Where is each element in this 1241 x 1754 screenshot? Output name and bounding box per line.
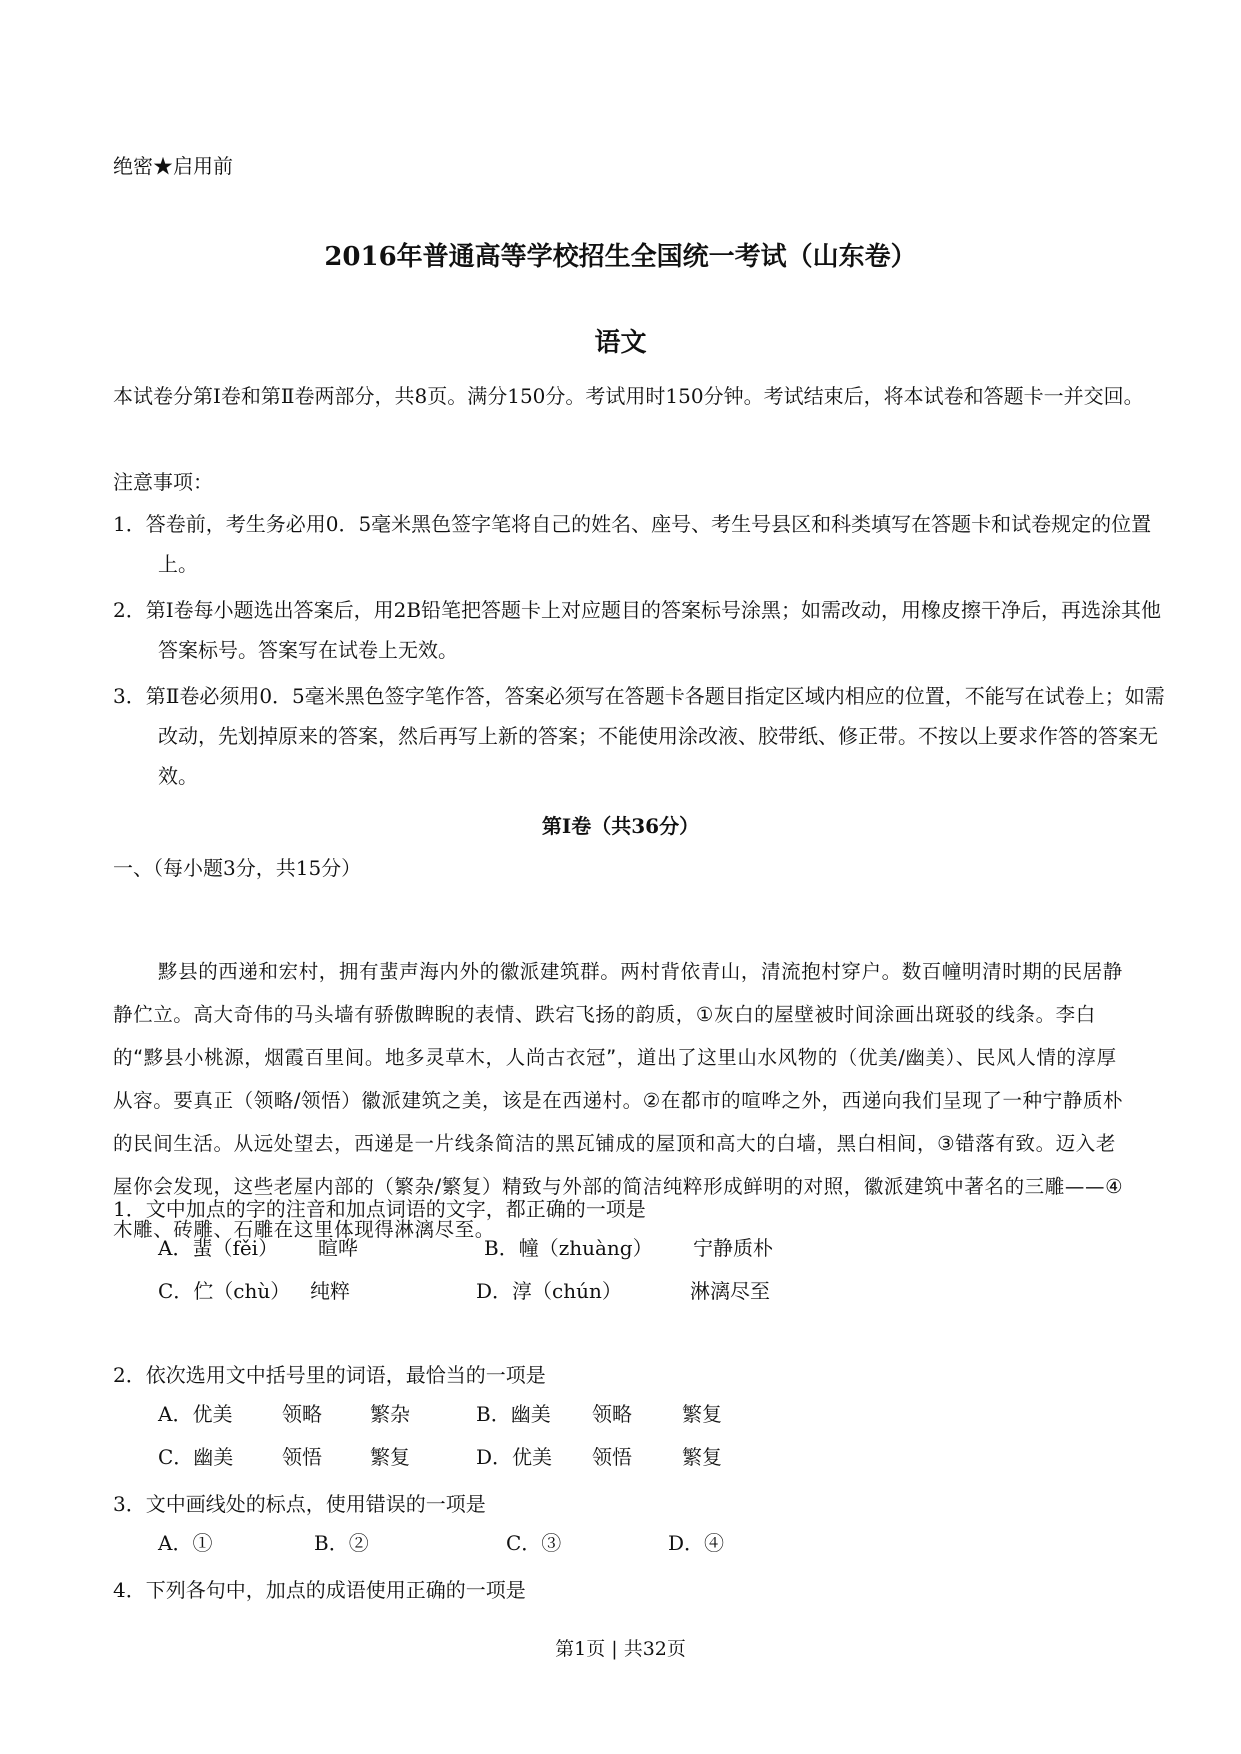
notice-item-1: 1．答卷前，考生务必用0．5毫米黑色签字笔将自己的姓名、座号、考生号县区和科类填写在答题卡和试卷规定的位置上。: [113, 512, 1152, 576]
q1-option-a-text: A．蜚（fěi）: [158, 1236, 279, 1260]
q2-option-b-3: 繁复: [682, 1402, 722, 1426]
q3-option-a: A．①: [158, 1531, 213, 1555]
q2-option-a-1: A．优美: [158, 1402, 233, 1426]
q3-option-d: D．④: [668, 1531, 725, 1555]
q1-option-d-word: 淋漓尽至: [690, 1279, 770, 1303]
question-4-stem: 4．下列各句中，加点的成语使用正确的一项是: [113, 1578, 526, 1602]
intro-paragraph: 本试卷分第Ⅰ卷和第Ⅱ卷两部分，共8页。满分150分。考试用时150分钟。考试结束后，将本试卷和答题卡一并交回。: [113, 384, 1144, 408]
exam-title: 2016年普通高等学校招生全国统一考试（山东卷）: [324, 242, 917, 272]
q2-option-d-2: 领悟: [592, 1445, 632, 1469]
question-3-stem: 3．文中画线处的标点，使用错误的一项是: [113, 1492, 486, 1516]
notice-item-2: 2．第Ⅰ卷每小题选出答案后，用2B铅笔把答题卡上对应题目的答案标号涂黑；如需改动，用橡皮擦干净后，再选涂其他答案标号。答案写在试卷上无效。: [113, 598, 1162, 662]
q1-option-b-text: B．幢（zhuàng）: [484, 1236, 653, 1260]
subject-title: 语文: [594, 328, 647, 358]
q2-option-d-3: 繁复: [682, 1445, 722, 1469]
secret-label: 绝密★启用前: [113, 154, 233, 178]
q2-option-d-1: D．优美: [476, 1445, 553, 1469]
q1-option-c-word: 纯粹: [310, 1279, 350, 1303]
question-2-stem: 2．依次选用文中括号里的词语，最恰当的一项是: [113, 1363, 546, 1387]
question-1-stem: 1．文中加点的字的注音和加点词语的文字，都正确的一项是: [113, 1197, 646, 1221]
q2-option-c-1: C．幽美: [158, 1445, 234, 1469]
section-title: 第Ⅰ卷（共36分）: [541, 814, 700, 838]
notice-item-3: 3．第Ⅱ卷必须用0．5毫米黑色签字笔作答，答案必须写在答题卡各题目指定区域内相应的位置，不能写在试卷上；如需改动，先划掉原来的答案，然后再写上新的答案；不能使用涂改液、胶带纸、修正带。不按以上要求作答的答案无效。: [113, 684, 1165, 788]
q1-option-b-word: 宁静质朴: [693, 1236, 773, 1260]
q2-option-b-2: 领略: [592, 1402, 632, 1426]
q3-option-c: C．③: [506, 1531, 562, 1555]
q2-option-c-2: 领悟: [282, 1445, 322, 1469]
q1-option-a-word: 暄哗: [318, 1236, 358, 1260]
page-footer: 第1页 | 共32页: [555, 1638, 686, 1660]
q3-option-b: B．②: [314, 1531, 369, 1555]
q2-option-c-3: 繁复: [370, 1445, 410, 1469]
reading-passage: 黟县的西递和宏村，拥有蜚声海内外的徽派建筑群。两村背依青山，清流抱村穿户。数百幢明清时期的民居静静伫立。高大奇伟的马头墙有骄傲睥睨的表情、跌宕飞扬的韵质，①灰白的屋壁被时间涂画出斑驳的线条。李白的“黟县小桃源，烟霞百里间。地多灵草木，人尚古衣冠”，道出了这里山水风物的（优美/幽美）、民风人情的淳厚从容。要真正（领略/领悟）徽派建筑之美，该是在西递村。②在都市的喧哗之外，西递向我们呈现了一种宁静质朴的民间生活。从远处望去，西递是一片线条简洁的黑瓦铺成的屋顶和高大的白墙，黑白相间，③错落有致。迈入老屋你会发现，这些老屋内部的（繁杂/繁复）精致与外部的简洁纯粹形成鲜明的对照，徽派建筑中著名的三雕——④木雕、砖雕、石雕在这里体现得淋漓尽至。: [113, 960, 1124, 1241]
q2-option-a-3: 繁杂: [370, 1402, 410, 1426]
q1-option-d-text: D．淳（chún）: [476, 1279, 622, 1303]
part-label: 一、（每小题3分，共15分）: [113, 856, 362, 880]
q1-option-c-text: C．伫（chù）: [158, 1279, 291, 1303]
q2-option-a-2: 领略: [282, 1402, 322, 1426]
notice-label: 注意事项：: [113, 470, 213, 494]
q2-option-b-1: B．幽美: [476, 1402, 551, 1426]
